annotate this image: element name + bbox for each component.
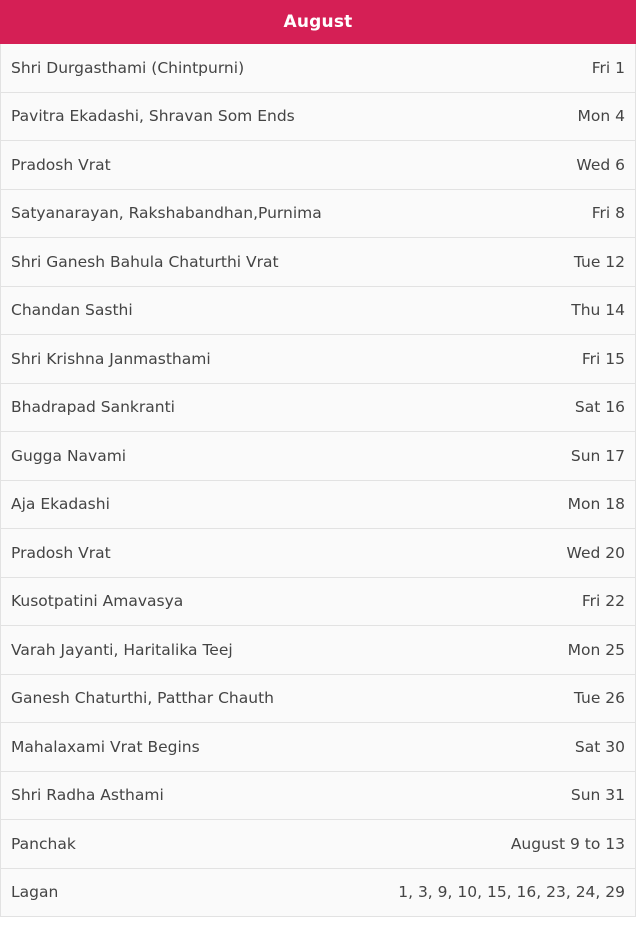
event-date: Mon 25 bbox=[567, 640, 625, 659]
month-title: August bbox=[283, 12, 353, 32]
event-date: Sun 31 bbox=[570, 786, 625, 805]
list-item bbox=[1, 578, 635, 627]
event-date: August 9 to 13 bbox=[510, 834, 625, 853]
event-date: Sun 17 bbox=[570, 446, 625, 465]
event-date: Thu 14 bbox=[571, 301, 625, 320]
list-item bbox=[1, 626, 635, 675]
list-item bbox=[1, 432, 635, 481]
event-name: Pradosh Vrat bbox=[11, 543, 111, 562]
list-item bbox=[1, 335, 635, 384]
event-date: Mon 4 bbox=[577, 107, 625, 126]
list-item bbox=[1, 723, 635, 772]
event-date: Fri 1 bbox=[591, 58, 625, 77]
event-date: Fri 15 bbox=[581, 349, 625, 368]
event-date: Wed 6 bbox=[576, 155, 625, 174]
event-name: Chandan Sasthi bbox=[11, 301, 133, 320]
event-name: Lagan bbox=[11, 883, 59, 902]
event-name: Gugga Navami bbox=[11, 446, 127, 465]
event-date: Fri 22 bbox=[581, 592, 625, 611]
event-name: Pavitra Ekadashi, Shravan Som Ends bbox=[11, 107, 295, 126]
list-item bbox=[1, 141, 635, 190]
event-name: Varah Jayanti, Haritalika Teej bbox=[11, 640, 233, 659]
event-name: Aja Ekadashi bbox=[11, 495, 110, 514]
list-item bbox=[1, 820, 635, 869]
list-item bbox=[1, 675, 635, 724]
event-date: 1, 3, 9, 10, 15, 16, 23, 24, 29 bbox=[398, 883, 625, 902]
list-item bbox=[1, 772, 635, 821]
event-name: Mahalaxami Vrat Begins bbox=[11, 737, 200, 756]
event-date: Mon 18 bbox=[567, 495, 625, 514]
event-name: Ganesh Chaturthi, Patthar Chauth bbox=[11, 689, 274, 708]
list-item bbox=[1, 384, 635, 433]
event-date: Tue 12 bbox=[573, 252, 625, 271]
event-name: Shri Radha Asthami bbox=[11, 786, 164, 805]
list-item bbox=[1, 190, 635, 239]
event-date: Sat 16 bbox=[574, 398, 625, 417]
list-item bbox=[1, 238, 635, 287]
event-list bbox=[0, 44, 636, 917]
event-name: Kusotpatini Amavasya bbox=[11, 592, 184, 611]
event-name: Satyanarayan, Rakshabandhan,Purnima bbox=[11, 204, 322, 223]
list-item bbox=[1, 44, 635, 93]
list-item bbox=[1, 93, 635, 142]
month-header bbox=[0, 0, 636, 44]
list-item bbox=[1, 869, 635, 918]
event-name: Shri Ganesh Bahula Chaturthi Vrat bbox=[11, 252, 279, 271]
event-name: Shri Krishna Janmasthami bbox=[11, 349, 211, 368]
list-item bbox=[1, 529, 635, 578]
event-date: Fri 8 bbox=[591, 204, 625, 223]
event-name: Shri Durgasthami (Chintpurni) bbox=[11, 58, 245, 77]
event-date: Sat 30 bbox=[574, 737, 625, 756]
event-name: Pradosh Vrat bbox=[11, 155, 111, 174]
list-item bbox=[1, 287, 635, 336]
event-name: Panchak bbox=[11, 834, 76, 853]
event-date: Wed 20 bbox=[566, 543, 625, 562]
list-item bbox=[1, 481, 635, 530]
event-date: Tue 26 bbox=[573, 689, 625, 708]
event-name: Bhadrapad Sankranti bbox=[11, 398, 175, 417]
